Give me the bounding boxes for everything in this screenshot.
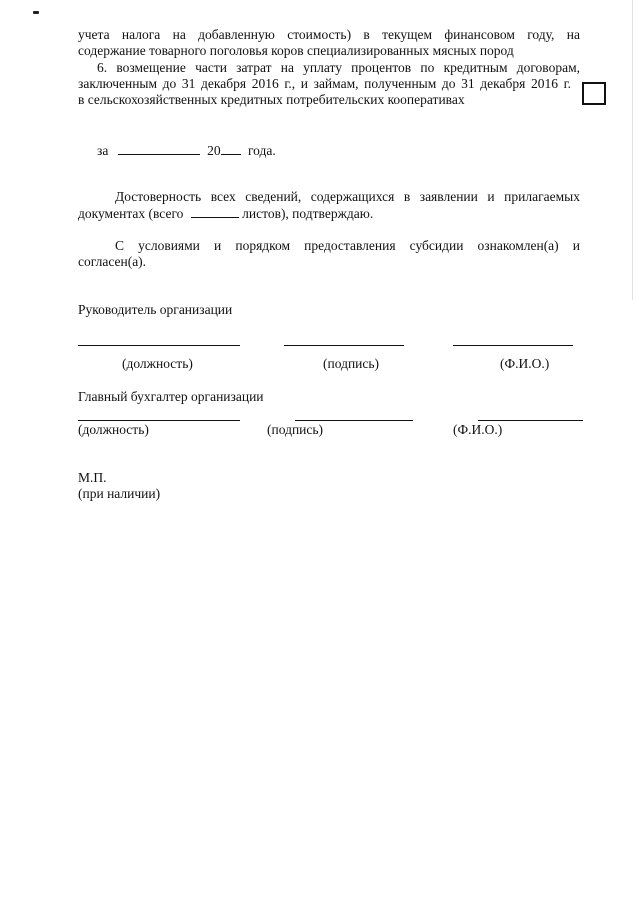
date-prefix: за: [97, 143, 109, 158]
date-blank[interactable]: [118, 142, 200, 155]
accountant-position-label: (должность): [78, 422, 149, 437]
certification-line-2: [78, 205, 373, 222]
agreement-line-2: согласен(а).: [78, 254, 147, 269]
scan-mark: [33, 11, 39, 14]
item6-line-3: в сельскохозяйственных кредитных потребительских кооперативах: [78, 92, 465, 107]
accountant-signature-label: (подпись): [267, 422, 324, 437]
head-position-line[interactable]: [78, 345, 240, 346]
scan-edge: [632, 0, 633, 300]
vat-line-2: содержание товарного поголовья коров специализированных мясных пород: [78, 43, 514, 58]
head-title: Руководитель организации: [78, 302, 233, 317]
accountant-name-line[interactable]: [478, 420, 583, 421]
head-name-label: (Ф.И.О.): [500, 356, 550, 371]
date-line: [97, 142, 276, 159]
head-signature-line[interactable]: [284, 345, 404, 346]
date-suffix: года.: [247, 143, 276, 158]
certification-line-1: Достоверность всех сведений, содержащихся в заявлении и прилагаемых: [115, 189, 580, 204]
head-name-line[interactable]: [453, 345, 573, 346]
certification-line-2-start: документах (всего: [78, 206, 184, 221]
accountant-position-line[interactable]: [78, 420, 240, 421]
agreement-line-1: С условиями и порядком предоставления субсидии ознакомлен(а) и: [115, 238, 580, 253]
sheets-count-blank[interactable]: [191, 205, 239, 218]
accountant-name-label: (Ф.И.О.): [453, 422, 503, 437]
accountant-title: Главный бухгалтер организации: [78, 389, 264, 404]
item6-line-1: 6. возмещение части затрат на уплату процентов по кредитным договорам,: [97, 60, 580, 75]
item6-line-2: заключенным до 31 декабря 2016 г., и займам, полученным до 31 декабря 2016 г.: [78, 76, 571, 91]
certification-line-2-end: листов), подтверждаю.: [242, 206, 374, 221]
stamp-label: М.П.: [78, 470, 107, 485]
head-signature-label: (подпись): [323, 356, 380, 371]
stamp-note: (при наличии): [78, 486, 161, 501]
vat-line-1: учета налога на добавленную стоимость) в текущем финансовом году, на: [78, 27, 580, 42]
item6-checkbox[interactable]: [582, 82, 606, 105]
head-position-label: (должность): [122, 356, 193, 371]
year-blank[interactable]: [221, 142, 241, 155]
accountant-signature-line[interactable]: [295, 420, 413, 421]
year-prefix: 20: [207, 143, 221, 158]
